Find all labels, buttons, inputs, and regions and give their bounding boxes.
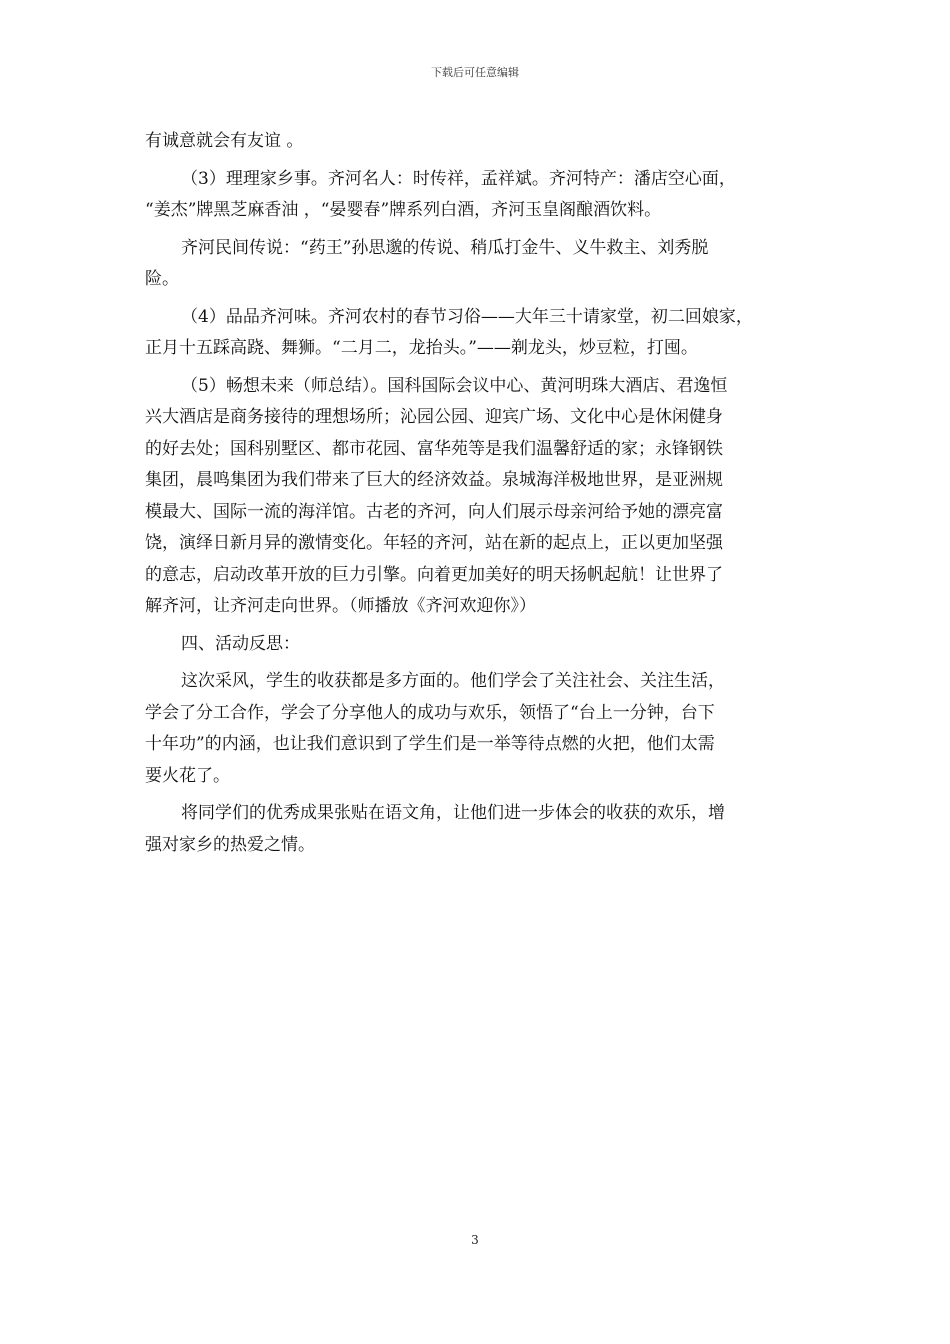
paragraph-line: （3）理理家乡事。齐河名人：时传祥，孟祥斌。齐河特产：潘店空心面， <box>181 168 736 189</box>
text-line: 饶，演绎日新月异的激情变化。年轻的齐河，站在新的起点上，正以更加坚强 <box>145 533 723 553</box>
section-heading: 四、活动反思： <box>181 633 300 654</box>
text-line: 有诚意就会有友谊 。 <box>145 131 304 151</box>
paragraph-line: （5）畅想未来（师总结）。国科国际会议中心、黄河明珠大酒店、君逸恒 <box>181 375 728 396</box>
text-line: 强对家乡的热爱之情。 <box>145 834 315 855</box>
text-line: 正月十五踩高跷、舞狮。“二月二，龙抬头。”——剃龙头，炒豆粒，打囤。 <box>145 338 698 358</box>
text-line: 的好去处；国科别墅区、都市花园、富华苑等是我们温馨舒适的家；永锋钢铁 <box>145 438 723 459</box>
text-line: 模最大、国际一流的海洋馆。古老的齐河，向人们展示母亲河给予她的漂亮富 <box>145 501 723 522</box>
text-line: 兴大酒店是商务接待的理想场所；沁园公园、迎宾广场、文化中心是休闲健身 <box>145 407 723 427</box>
text-line: “姜杰”牌黑芝麻香油 ，“晏婴春”牌系列白酒，齐河玉皇阁酿酒饮料。 <box>145 200 662 220</box>
text-line: 的意志，启动改革开放的巨力引擎。向着更加美好的明天扬帆起航！让世界了 <box>145 564 723 585</box>
text-line: 学会了分工合作，学会了分享他人的成功与欢乐，领悟了“台上一分钟，台下 <box>145 702 715 723</box>
text-line: 十年功”的内涵，也让我们意识到了学生们是一举等待点燃的火把，他们太需 <box>145 734 715 754</box>
paragraph-line: 将同学们的优秀成果张贴在语文角，让他们进一步体会的收获的欢乐，增 <box>181 803 725 823</box>
paragraph-line: 这次采风，学生的收获都是多方面的。他们学会了关注社会、关注生活， <box>181 671 725 691</box>
text-line: 要火花了。 <box>145 765 230 786</box>
text-line: 集团，晨鸣集团为我们带来了巨大的经济效益。泉城海洋极地世界，是亚洲规 <box>145 470 723 490</box>
page-header: 下载后可任意编辑 <box>431 66 519 79</box>
page-number: 3 <box>471 1233 479 1247</box>
text-line: 险。 <box>145 269 179 289</box>
document-body <box>145 126 805 861</box>
text-line: 解齐河，让齐河走向世界。（师播放《齐河欢迎你》） <box>145 596 536 616</box>
paragraph-line: （4）品品齐河味。齐河农村的春节习俗——大年三十请家堂，初二回娘家， <box>181 306 753 327</box>
paragraph-line: 齐河民间传说：“药王”孙思邈的传说、稍瓜打金牛、义牛救主、刘秀脱 <box>181 237 709 258</box>
